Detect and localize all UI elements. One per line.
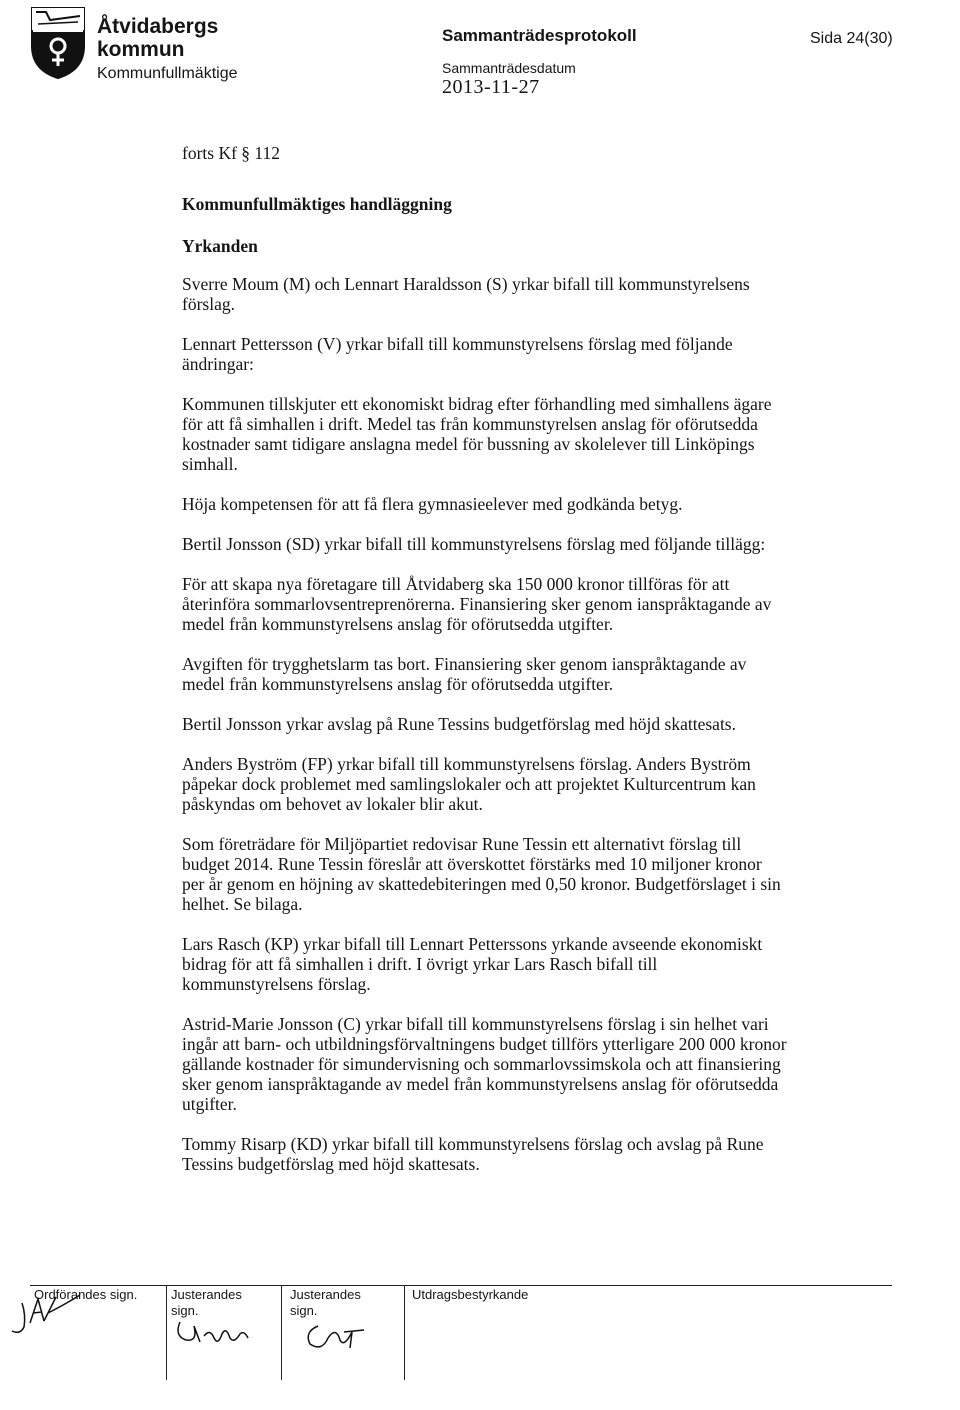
organization-unit: Kommunfullmäktige — [97, 65, 238, 82]
extract-certified-label: Utdragsbestyrkande — [412, 1287, 529, 1302]
municipality-logo — [30, 6, 86, 80]
paragraph: Lennart Pettersson (V) yrkar bifall till kommunstyrelsens förslag med följande ändringar: — [182, 334, 733, 374]
paragraph: Kommunen tillskjuter ett ekonomiskt bidrag efter förhandling med simhallens ägare för att få simhallen i drift. Medel tas från kommunstyrelsen anslag för oförutsedda kostnader samt tidigare anslagna medel för bussning av skolelever till Linköpings simhall. — [182, 394, 772, 474]
paragraph: Astrid-Marie Jonsson (C) yrkar bifall till kommunstyrelsens förslag i sin helhet vari ingår att barn- och utbildningsförvaltningens budget tillförs ytterligare 200 000 kronor gällande kostnader för simundervisning och sommarlovssimskola och att finansiering sker genom ianspråktagande av medel från kommunstyrelsens anslag för oförutsedda utgifter. — [182, 1014, 787, 1114]
paragraph: Sverre Moum (M) och Lennart Haraldsson (S) yrkar bifall till kommunstyrelsens förslag. — [182, 274, 750, 314]
adjuster2-initials-signature — [300, 1318, 370, 1354]
section-reference: forts Kf § 112 — [182, 143, 281, 163]
page-number: Sida 24(30) — [810, 30, 893, 47]
paragraph: Bertil Jonsson (SD) yrkar bifall till kommunstyrelsens förslag med följande tillägg: — [182, 534, 766, 554]
document-body — [182, 143, 788, 1194]
paragraph: Höja kompetensen för att få flera gymnasieelever med godkända betyg. — [182, 494, 683, 514]
chair-sign-label: Ordförandes sign. — [34, 1287, 138, 1302]
meeting-date-label: Sammanträdesdatum — [442, 60, 576, 76]
signature-divider — [30, 1285, 892, 1286]
signature-cell-divider — [281, 1285, 282, 1380]
organization-name-line2: kommun — [97, 38, 185, 61]
paragraph: Avgiften för trygghetslarm tas bort. Finansiering sker genom ianspråktagande av medel från kommunstyrelsens anslag för oförutsedda utgifter. — [182, 654, 747, 694]
section-heading: Kommunfullmäktiges handläggning — [182, 194, 452, 214]
adjuster2-sign-label: Justerandes sign. — [290, 1287, 361, 1318]
meeting-date: 2013-11-27 — [442, 76, 540, 98]
document-type: Sammanträdesprotokoll — [442, 26, 637, 45]
organization-name — [97, 15, 218, 61]
signature-cell-divider — [404, 1285, 405, 1380]
paragraph: För att skapa nya företagare till Åtvidaberg ska 150 000 kronor tillföras för att återinföra sommarlovsentreprenörerna. Finansiering sker genom ianspråktagande av medel från kommunstyrelsens anslag för oförutsedda utgifter. — [182, 574, 772, 634]
subheading-yrkanden: Yrkanden — [182, 236, 258, 256]
paragraph: Anders Byström (FP) yrkar bifall till kommunstyrelsens förslag. Anders Byström påpekar dock problemet med samlingslokaler och att projektet Kulturcentrum kan påskyndas om behovet av lokaler blir akut. — [182, 754, 756, 814]
paragraph: Tommy Risarp (KD) yrkar bifall till kommunstyrelsens förslag och avslag på Rune Tessins budgetförslag med höjd skattesats. — [182, 1134, 764, 1174]
paragraph: Bertil Jonsson yrkar avslag på Rune Tessins budgetförslag med höjd skattesats. — [182, 714, 736, 734]
paragraph: Lars Rasch (KP) yrkar bifall till Lennart Petterssons yrkande avseende ekonomiskt bidrag för att få simhallen i drift. I övrigt yrkar Lars Rasch bifall till kommunstyrelsens förslag. — [182, 934, 763, 994]
signature-cell-divider — [166, 1285, 167, 1380]
adjuster1-sign-label: Justerandes sign. — [171, 1287, 242, 1318]
chair-initials-signature — [4, 1285, 84, 1340]
adjuster1-initials-signature — [170, 1312, 260, 1352]
paragraph: Som företrädare för Miljöpartiet redovisar Rune Tessin ett alternativt förslag till budget 2014. Rune Tessin föreslår att överskottet förstärks med 10 miljoner kronor per år genom en höjning av skattedebiteringen med 0,50 kronor. Budgetförslaget i sin helhet. Se bilaga. — [182, 834, 781, 914]
organization-name-line1: Åtvidabergs — [97, 15, 219, 38]
